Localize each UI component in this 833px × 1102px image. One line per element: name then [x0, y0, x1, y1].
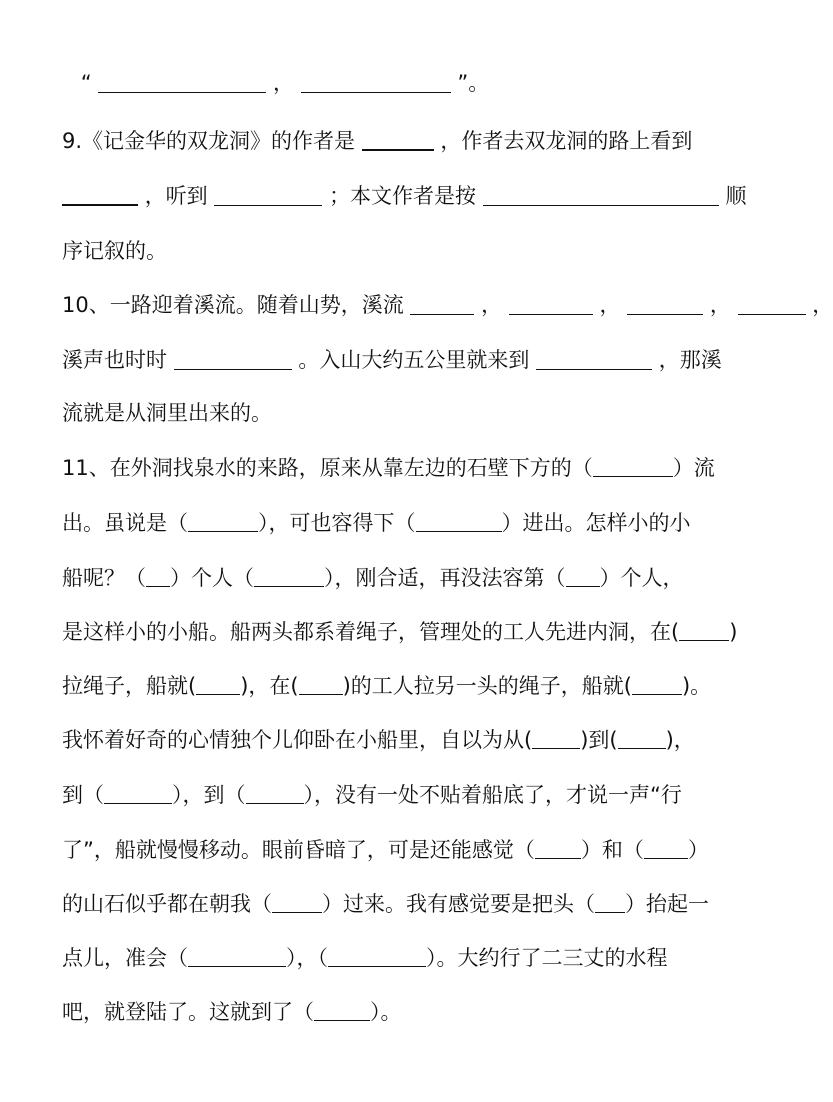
q11-line-3	[62, 563, 728, 593]
q11-text: 出。虽说是（	[62, 511, 188, 535]
comma: ，	[481, 293, 503, 317]
q10-text: 10、一路迎着溪流。随着山势，溪流	[62, 293, 404, 317]
fill-blank[interactable]	[196, 674, 240, 695]
q11-text: ），（	[286, 946, 328, 970]
fill-blank[interactable]	[188, 511, 258, 532]
q11-text: )。	[681, 674, 712, 698]
comma: ，	[599, 293, 621, 317]
q11-text: ），到（	[172, 783, 246, 807]
q11-line-2	[62, 508, 728, 538]
q11-text: ）抬起一	[625, 892, 709, 916]
fill-blank[interactable]	[104, 783, 172, 804]
fill-blank[interactable]	[301, 70, 451, 93]
fill-blank[interactable]	[483, 183, 719, 206]
q11-text: ）。大约行了二三丈的水程	[426, 946, 668, 970]
fill-blank[interactable]	[618, 728, 666, 749]
comma: ，	[812, 293, 833, 317]
q11-line-11	[62, 997, 728, 1027]
q11-text: ）。	[370, 1000, 402, 1024]
fill-blank[interactable]	[146, 566, 170, 587]
q11-line-6	[62, 725, 728, 755]
q9-text: 序记叙的。	[62, 239, 167, 263]
q9-line-3	[62, 236, 728, 266]
q11-text: )，在(	[240, 674, 299, 698]
fill-blank[interactable]	[246, 783, 304, 804]
q8-blanks-line	[62, 68, 728, 98]
q9-line-1	[62, 126, 728, 156]
fill-blank[interactable]	[362, 127, 434, 151]
q11-text: ），可也容得下（	[258, 511, 416, 535]
q9-text: ，听到	[144, 184, 208, 208]
fill-blank[interactable]	[595, 892, 625, 913]
fill-blank[interactable]	[62, 182, 138, 206]
q11-text: ），刚合适，再没法容第（	[324, 566, 566, 590]
fill-blank[interactable]	[532, 728, 580, 749]
fill-blank[interactable]	[644, 838, 688, 859]
q10-text: 。入山大约五公里就来到	[298, 348, 530, 372]
fill-blank[interactable]	[416, 511, 502, 532]
q11-text: ）个人，	[599, 566, 684, 590]
q11-text: ）过来。我有感觉要是把头（	[322, 892, 595, 916]
q11-text: 是这样小的小船。船两头都系着绳子，管理处的工人先进内洞，在(	[62, 620, 680, 644]
q10-text: ，那溪	[658, 348, 722, 372]
fill-blank[interactable]	[174, 347, 292, 370]
q11-line-4	[62, 617, 738, 647]
q11-text: )到(	[580, 728, 618, 752]
q11-line-5	[62, 671, 728, 701]
fill-blank[interactable]	[98, 70, 266, 93]
q11-text: ）流	[672, 456, 715, 480]
q10-text: 流就是从洞里出来的。	[62, 401, 272, 425]
fill-blank[interactable]	[509, 292, 593, 315]
close-quote: ”。	[457, 71, 490, 95]
fill-blank[interactable]	[410, 292, 474, 315]
fill-blank[interactable]	[214, 183, 322, 206]
q11-text: ）个人（	[170, 566, 254, 590]
q11-text: 到（	[62, 783, 104, 807]
fill-blank[interactable]	[632, 674, 682, 695]
q9-line-2	[62, 181, 747, 211]
q11-line-7	[62, 780, 728, 810]
q11-text: ）	[687, 838, 709, 862]
q11-line-1	[62, 453, 728, 483]
q9-text: ；本文作者是按	[329, 184, 477, 208]
fill-blank[interactable]	[272, 892, 322, 913]
open-quote: “	[80, 71, 92, 95]
q11-line-10	[62, 943, 728, 973]
q11-text: ）进出。怎样小的小	[501, 511, 691, 535]
fill-blank[interactable]	[627, 292, 703, 315]
comma: ，	[709, 293, 731, 317]
q11-text: )	[729, 620, 738, 644]
fill-blank[interactable]	[738, 292, 806, 315]
q11-text: )，	[665, 728, 695, 752]
q10-line-3	[62, 398, 728, 428]
q11-text: 的山石似乎都在朝我（	[62, 892, 272, 916]
comma: ，	[272, 71, 294, 95]
q11-line-9	[62, 889, 728, 919]
q11-text: 拉绳子，船就(	[62, 674, 197, 698]
q11-text: 船呢？（	[62, 566, 146, 590]
fill-blank[interactable]	[679, 620, 729, 641]
q11-text: ）和（	[580, 838, 644, 862]
q10-line-1	[62, 290, 833, 320]
fill-blank[interactable]	[535, 838, 581, 859]
fill-blank[interactable]	[188, 946, 286, 967]
fill-blank[interactable]	[593, 456, 673, 477]
fill-blank[interactable]	[566, 566, 600, 587]
fill-blank[interactable]	[536, 347, 652, 370]
q9-text: ，作者去双龙洞的路上看到	[440, 129, 693, 153]
q11-text: 我怀着好奇的心情独个儿仰卧在小船里，自以为从(	[62, 728, 533, 752]
q10-line-2	[62, 345, 728, 375]
q11-text: 点儿，准会（	[62, 946, 188, 970]
fill-blank[interactable]	[328, 946, 426, 967]
fill-blank[interactable]	[299, 674, 343, 695]
fill-blank[interactable]	[254, 566, 324, 587]
q11-text: ），没有一处不贴着船底了，才说一声“行	[303, 783, 682, 807]
q11-line-8	[62, 835, 728, 865]
q11-text: )的工人拉另一头的绳子，船就(	[342, 674, 632, 698]
q10-text: 溪声也时时	[62, 348, 167, 372]
fill-blank[interactable]	[314, 1000, 370, 1021]
q11-text: 了”，船就慢慢移动。眼前昏暗了，可是还能感觉（	[62, 838, 535, 862]
q9-text: 9.《记金华的双龙洞》的作者是	[62, 129, 356, 153]
q11-text: 11、在外洞找泉水的来路，原来从靠左边的石壁下方的（	[62, 456, 593, 480]
q11-text: 吧，就登陆了。这就到了（	[62, 1000, 314, 1024]
q9-text: 顺	[725, 184, 747, 208]
